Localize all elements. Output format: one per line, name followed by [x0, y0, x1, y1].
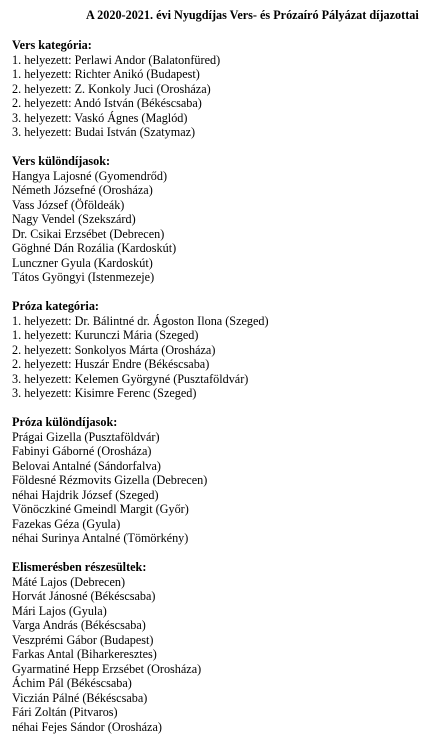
list-item: Fabinyi Gáborné (Orosháza): [12, 444, 152, 458]
list-item: Máté Lajos (Debrecen): [12, 574, 126, 589]
list-item: néhai Surinya Antalné (Tömörkény): [12, 531, 189, 545]
list-item: Mári Lajos (Gyula): [12, 603, 107, 618]
list-item: Lunczner Gyula (Kardoskút): [12, 255, 153, 270]
list-item: Fári Zoltán (Pitvaros): [12, 705, 118, 719]
list-item: Hangya Lajosné (Gyomendrőd): [12, 168, 168, 183]
list-item: 2. helyezett: Andó István (Békéscsaba): [12, 96, 202, 110]
section-heading: Próza kategória:: [12, 299, 99, 313]
list-item: Varga András (Békéscsaba): [12, 618, 146, 632]
section: [12, 38, 432, 140]
list-item: Vass József (Öföldeák): [12, 197, 125, 212]
list-item: Gyarmatiné Hepp Erzsébet (Orosháza): [12, 661, 202, 676]
list-item: Viczián Pálné (Békéscsaba): [12, 690, 148, 705]
list-item: Farkas Antal (Biharkeresztes): [12, 647, 157, 661]
list-item: 2. helyezett: Z. Konkoly Juci (Orosháza): [12, 81, 211, 96]
list-item: Vönöczkiné Gmeindl Margit (Győr): [12, 502, 189, 516]
document-title: A 2020-2021. évi Nyugdíjas Vers- és Prózaíró Pályázat díjazottai: [86, 8, 419, 22]
list-item: 1. helyezett: Dr. Bálintné dr. Ágoston Ilona (Szeged): [12, 313, 269, 328]
list-item: Göghné Dán Rozália (Kardoskút): [12, 241, 177, 255]
list-item: Tátos Gyöngyi (Istenmezeje): [12, 270, 155, 284]
section: [12, 560, 432, 734]
list-item: Fazekas Géza (Gyula): [12, 516, 121, 531]
list-item: 1. helyezett: Kurunczi Mária (Szeged): [12, 328, 199, 342]
list-item: Dr. Csikai Erzsébet (Debrecen): [12, 226, 165, 241]
list-item: Németh Józsefné (Orosháza): [12, 183, 153, 197]
document-body: [12, 38, 432, 749]
list-item: Nagy Vendel (Szekszárd): [12, 212, 136, 226]
list-item: Horvát Jánosné (Békéscsaba): [12, 589, 156, 603]
section: [12, 299, 432, 401]
list-item: Belovai Antalné (Sándorfalva): [12, 458, 161, 473]
list-item: Földesné Rézmovits Gizella (Debrecen): [12, 473, 208, 487]
list-item: 3. helyezett: Budai István (Szatymaz): [12, 125, 196, 139]
list-item: 2. helyezett: Sonkolyos Márta (Orosháza): [12, 342, 216, 357]
section: [12, 154, 432, 285]
list-item: 1. helyezett: Perlawi Andor (Balatonfüred): [12, 52, 221, 67]
list-item: Áchim Pál (Békéscsaba): [12, 676, 132, 690]
section-heading: Vers kategória:: [12, 38, 92, 52]
list-item: 1. helyezett: Richter Anikó (Budapest): [12, 67, 200, 81]
list-item: néhai Hajdrik József (Szeged): [12, 487, 159, 502]
list-item: néhai Fejes Sándor (Orosháza): [12, 719, 162, 734]
list-item: 2. helyezett: Huszár Endre (Békéscsaba): [12, 357, 210, 371]
list-item: 3. helyezett: Vaskó Ágnes (Maglód): [12, 110, 188, 125]
list-item: Veszprémi Gábor (Budapest): [12, 632, 154, 647]
section-heading: Vers különdíjasok:: [12, 154, 111, 168]
section-heading: Próza különdíjasok:: [12, 415, 118, 429]
list-item: 3. helyezett: Kisimre Ferenc (Szeged): [12, 386, 197, 400]
section-heading: Elismerésben részesültek:: [12, 560, 147, 574]
section: [12, 415, 432, 546]
list-item: 3. helyezett: Kelemen Györgyné (Pusztaföldvár): [12, 371, 249, 386]
list-item: Prágai Gizella (Pusztaföldvár): [12, 429, 160, 444]
